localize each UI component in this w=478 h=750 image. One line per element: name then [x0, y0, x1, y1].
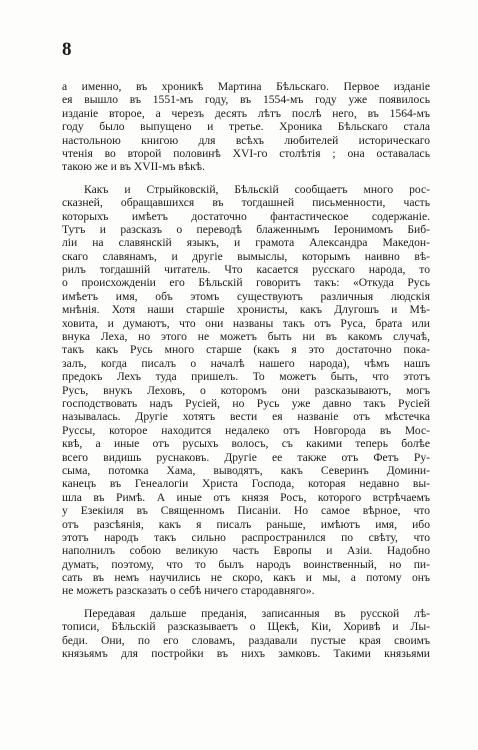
text-line: предокъ Лехъ туда пришелъ. То можетъ быть, что этотъ	[62, 370, 430, 384]
paragraph-gap	[62, 598, 430, 607]
text-line: мнѣнія. Хотя наши старшіе хронисты, какъ Длугошъ и Мѣ-	[62, 303, 430, 317]
text-line: ховита, и думаютъ, что они названы такъ отъ Руса, брата или	[62, 316, 430, 330]
paragraph	[62, 80, 430, 174]
text-line: господствовать надъ Русіей, но Русь уже давно такъ Русіей	[62, 396, 430, 410]
text-line: квѣ, а иные отъ русыхъ волосъ, съ какими теперь болѣе	[62, 437, 430, 451]
text-line: а именно, въ хроникѣ Мартина Бѣльскаго. Первое изданіе	[62, 80, 430, 93]
text-line: рилъ тогдашній читатель. Что касается русскаго народа, то	[62, 263, 430, 277]
text-line: сказней, обращавшихся въ тогдашней письменности, часть	[62, 196, 430, 210]
text-line: Тутъ и разсказъ о переводѣ блаженнымъ Іеронимомъ Биб-	[62, 222, 430, 236]
body-text	[62, 80, 430, 660]
text-line: князьямъ для постройки въ нихъ замковъ. Такими князьями	[62, 647, 430, 661]
text-line: году было выпущено и третье. Хроника Бѣльскаго стала	[62, 120, 430, 134]
text-line: у Езекіиля въ Священномъ Писаніи. Но самое вѣрное, что	[62, 504, 430, 518]
text-line: ея вышло въ 1551-мъ году, въ 1554-мъ году уже появилось	[62, 93, 430, 107]
text-line: сыма, потомка Хама, выводятъ, какъ Северинъ Домини-	[62, 463, 430, 477]
text-line: шла въ Римѣ. А иные отъ князя Росъ, которого встрѣчаемъ	[62, 490, 430, 504]
text-line: изданіе второе, а черезъ десять лѣтъ послѣ него, въ 1564-мъ	[62, 106, 430, 120]
text-line: скаго славянамъ, и другіе вымыслы, которымъ наивно вѣ-	[62, 249, 430, 263]
paragraph-gap	[62, 174, 430, 183]
text-line: о происхожденіи его Бѣльскій говоритъ такъ: «Откуда Русь	[62, 276, 430, 290]
text-line: Русъ, внукъ Леховъ, о которомъ они разсказываютъ, могъ	[62, 383, 430, 397]
text-line: такъ какъ Русь много старше (какъ я это достаточно пока-	[62, 343, 430, 357]
text-line: думать, поэтому, что то былъ народъ воинственный, но пи-	[62, 557, 430, 571]
text-line: тописи, Бѣльскій разсказываетъ о Щекѣ, Кіи, Хоривѣ и Лы-	[62, 620, 430, 634]
paragraph	[62, 183, 430, 598]
text-line: внука Леха, но этого не можетъ быть ни въ какомъ случаѣ,	[62, 330, 430, 344]
text-line: Передавая дальше преданія, записанныя въ русской лѣ-	[84, 606, 430, 620]
text-line: всего видишь руснаковъ. Другіе ее также отъ Фетъ Ру-	[62, 450, 430, 464]
text-line: отъ разсѣянія, какъ я писалъ раньше, имѣютъ имя, ибо	[62, 517, 430, 531]
text-line: Руссы, которое находится недалеко отъ Новгорода въ Мос-	[62, 423, 430, 437]
text-line: которыхъ имѣетъ достаточно фантастическое содержаніе.	[62, 209, 430, 223]
text-line: имѣетъ имя, объ этомъ существуютъ различныя людскія	[62, 289, 430, 303]
paragraph	[62, 607, 430, 661]
text-line: чтенія во второй половинѣ XVI-го столѣтія ; она оставалась	[62, 146, 430, 160]
text-line: настольною книгою для всѣхъ любителей историческаго	[62, 133, 430, 147]
text-line: канецъ въ Генеалогіи Христа Господа, которая недавно вы-	[62, 477, 430, 491]
text-line: ліи на славянскій языкъ, и грамота Александра Македон-	[62, 236, 430, 250]
text-line: такою же и въ XVII-мъ вѣкѣ.	[62, 160, 205, 174]
text-line: называлась. Другіе хотятъ вести ея названіе отъ мѣстечка	[62, 410, 430, 424]
text-line: наполнилъ собою великую часть Европы и Азіи. Надобно	[62, 544, 430, 558]
text-line: залъ, когда писалъ о началѣ нашего народа), чѣмъ нашъ	[62, 356, 430, 370]
text-line: сать въ немъ научились не скоро, какъ и мы, а потому онъ	[62, 571, 430, 585]
text-line: не можетъ разсказать о себѣ ничего стародавняго».	[62, 584, 315, 598]
page-number: 8	[62, 39, 72, 60]
text-line: беди. Они, по его словамъ, раздавали пустые края своимъ	[62, 633, 430, 647]
text-line: Какъ и Стрыйковскій, Бѣльскій сообщаетъ много рос-	[84, 182, 430, 196]
text-line: этотъ народъ такъ сильно распространился по свѣту, что	[62, 530, 430, 544]
